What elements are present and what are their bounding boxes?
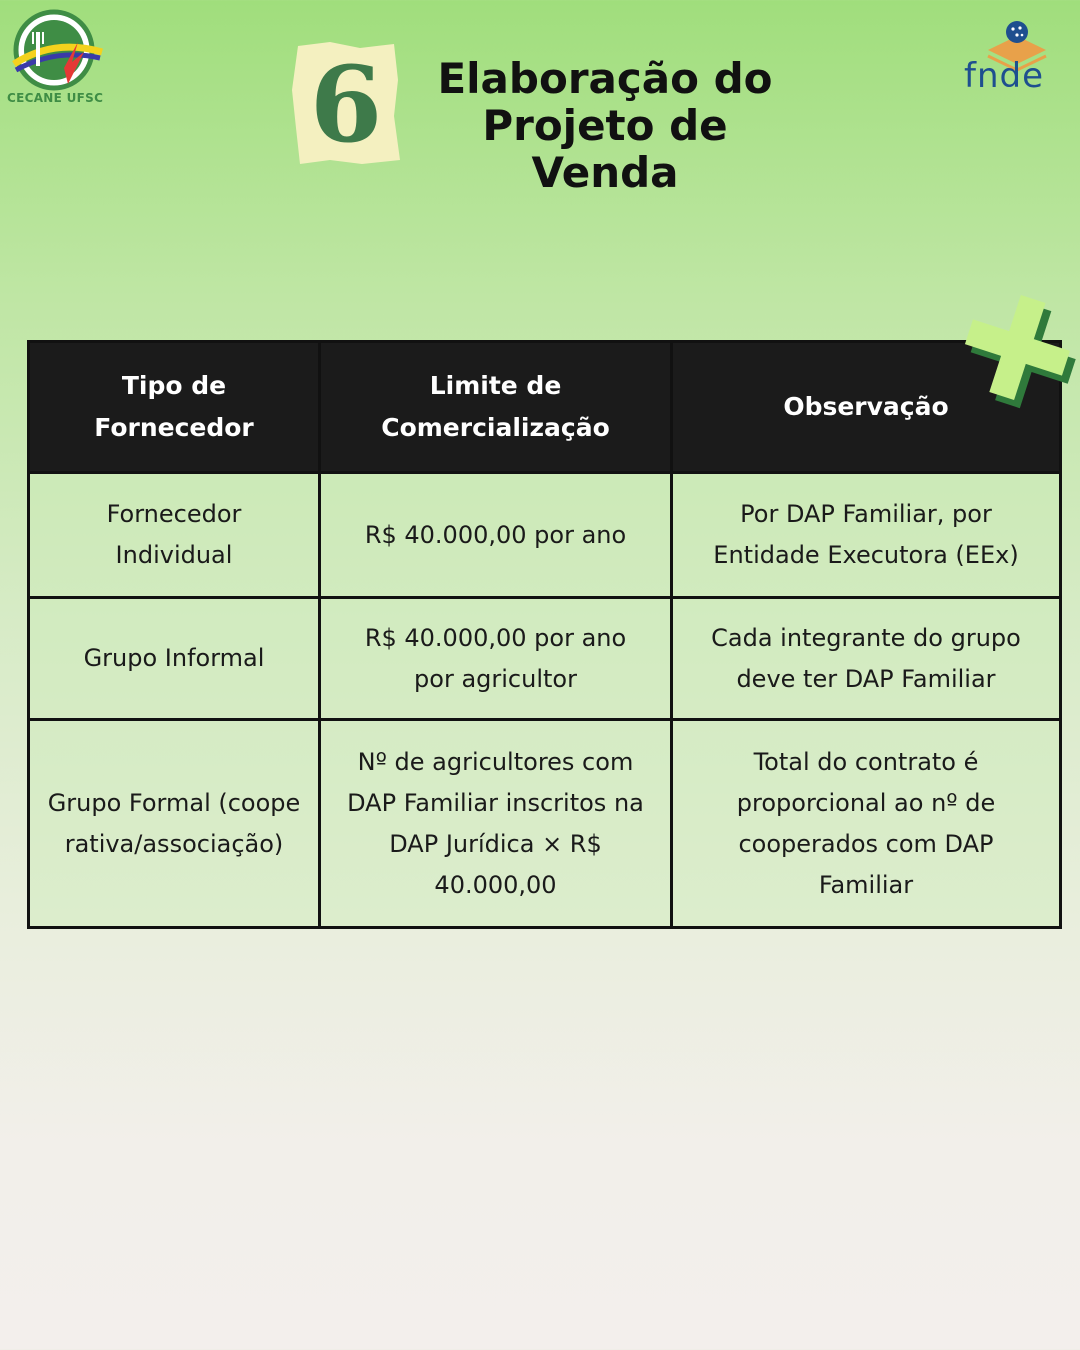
header-commercialization-limit: Limite de Comercialização (320, 342, 672, 473)
cell-supplier-type: Fornecedor Individual (29, 473, 320, 598)
step-number: 6 (309, 42, 383, 166)
table-header-row (29, 342, 1061, 473)
table-row (29, 598, 1061, 720)
cell-limit: R$ 40.000,00 por ano por agricultor (320, 598, 672, 720)
cell-observation: Total do contrato é proporcional ao nº de cooperados com DAP Familiar (672, 720, 1061, 928)
page-title (415, 55, 795, 196)
header-supplier-type: Tipo de Fornecedor (29, 342, 320, 473)
cell-observation: Por DAP Familiar, por Entidade Executora (EEx) (672, 473, 1061, 598)
cell-supplier-type: Grupo Informal (29, 598, 320, 720)
header-observation: Observação (672, 342, 1061, 473)
cell-observation: Cada integrante do grupo deve ter DAP Familiar (672, 598, 1061, 720)
fnde-logo-text: fnde (964, 56, 1045, 96)
table-row (29, 473, 1061, 598)
title-line-1: Elaboração do (437, 54, 773, 103)
cell-limit: Nº de agricultores com DAP Familiar inscritos na DAP Jurídica × R$ 40.000,00 (320, 720, 672, 928)
table-row (29, 720, 1061, 928)
cecane-logo-text: CECANE UFSC (7, 91, 104, 105)
cell-supplier-type: Grupo Formal (cooperativa/associação) (29, 720, 320, 928)
cell-limit: R$ 40.000,00 por ano (320, 473, 672, 598)
step-badge (290, 40, 402, 168)
title-line-2: Projeto de Venda (482, 101, 728, 197)
plus-icon (960, 290, 1080, 422)
sales-limits-table (27, 340, 1062, 929)
